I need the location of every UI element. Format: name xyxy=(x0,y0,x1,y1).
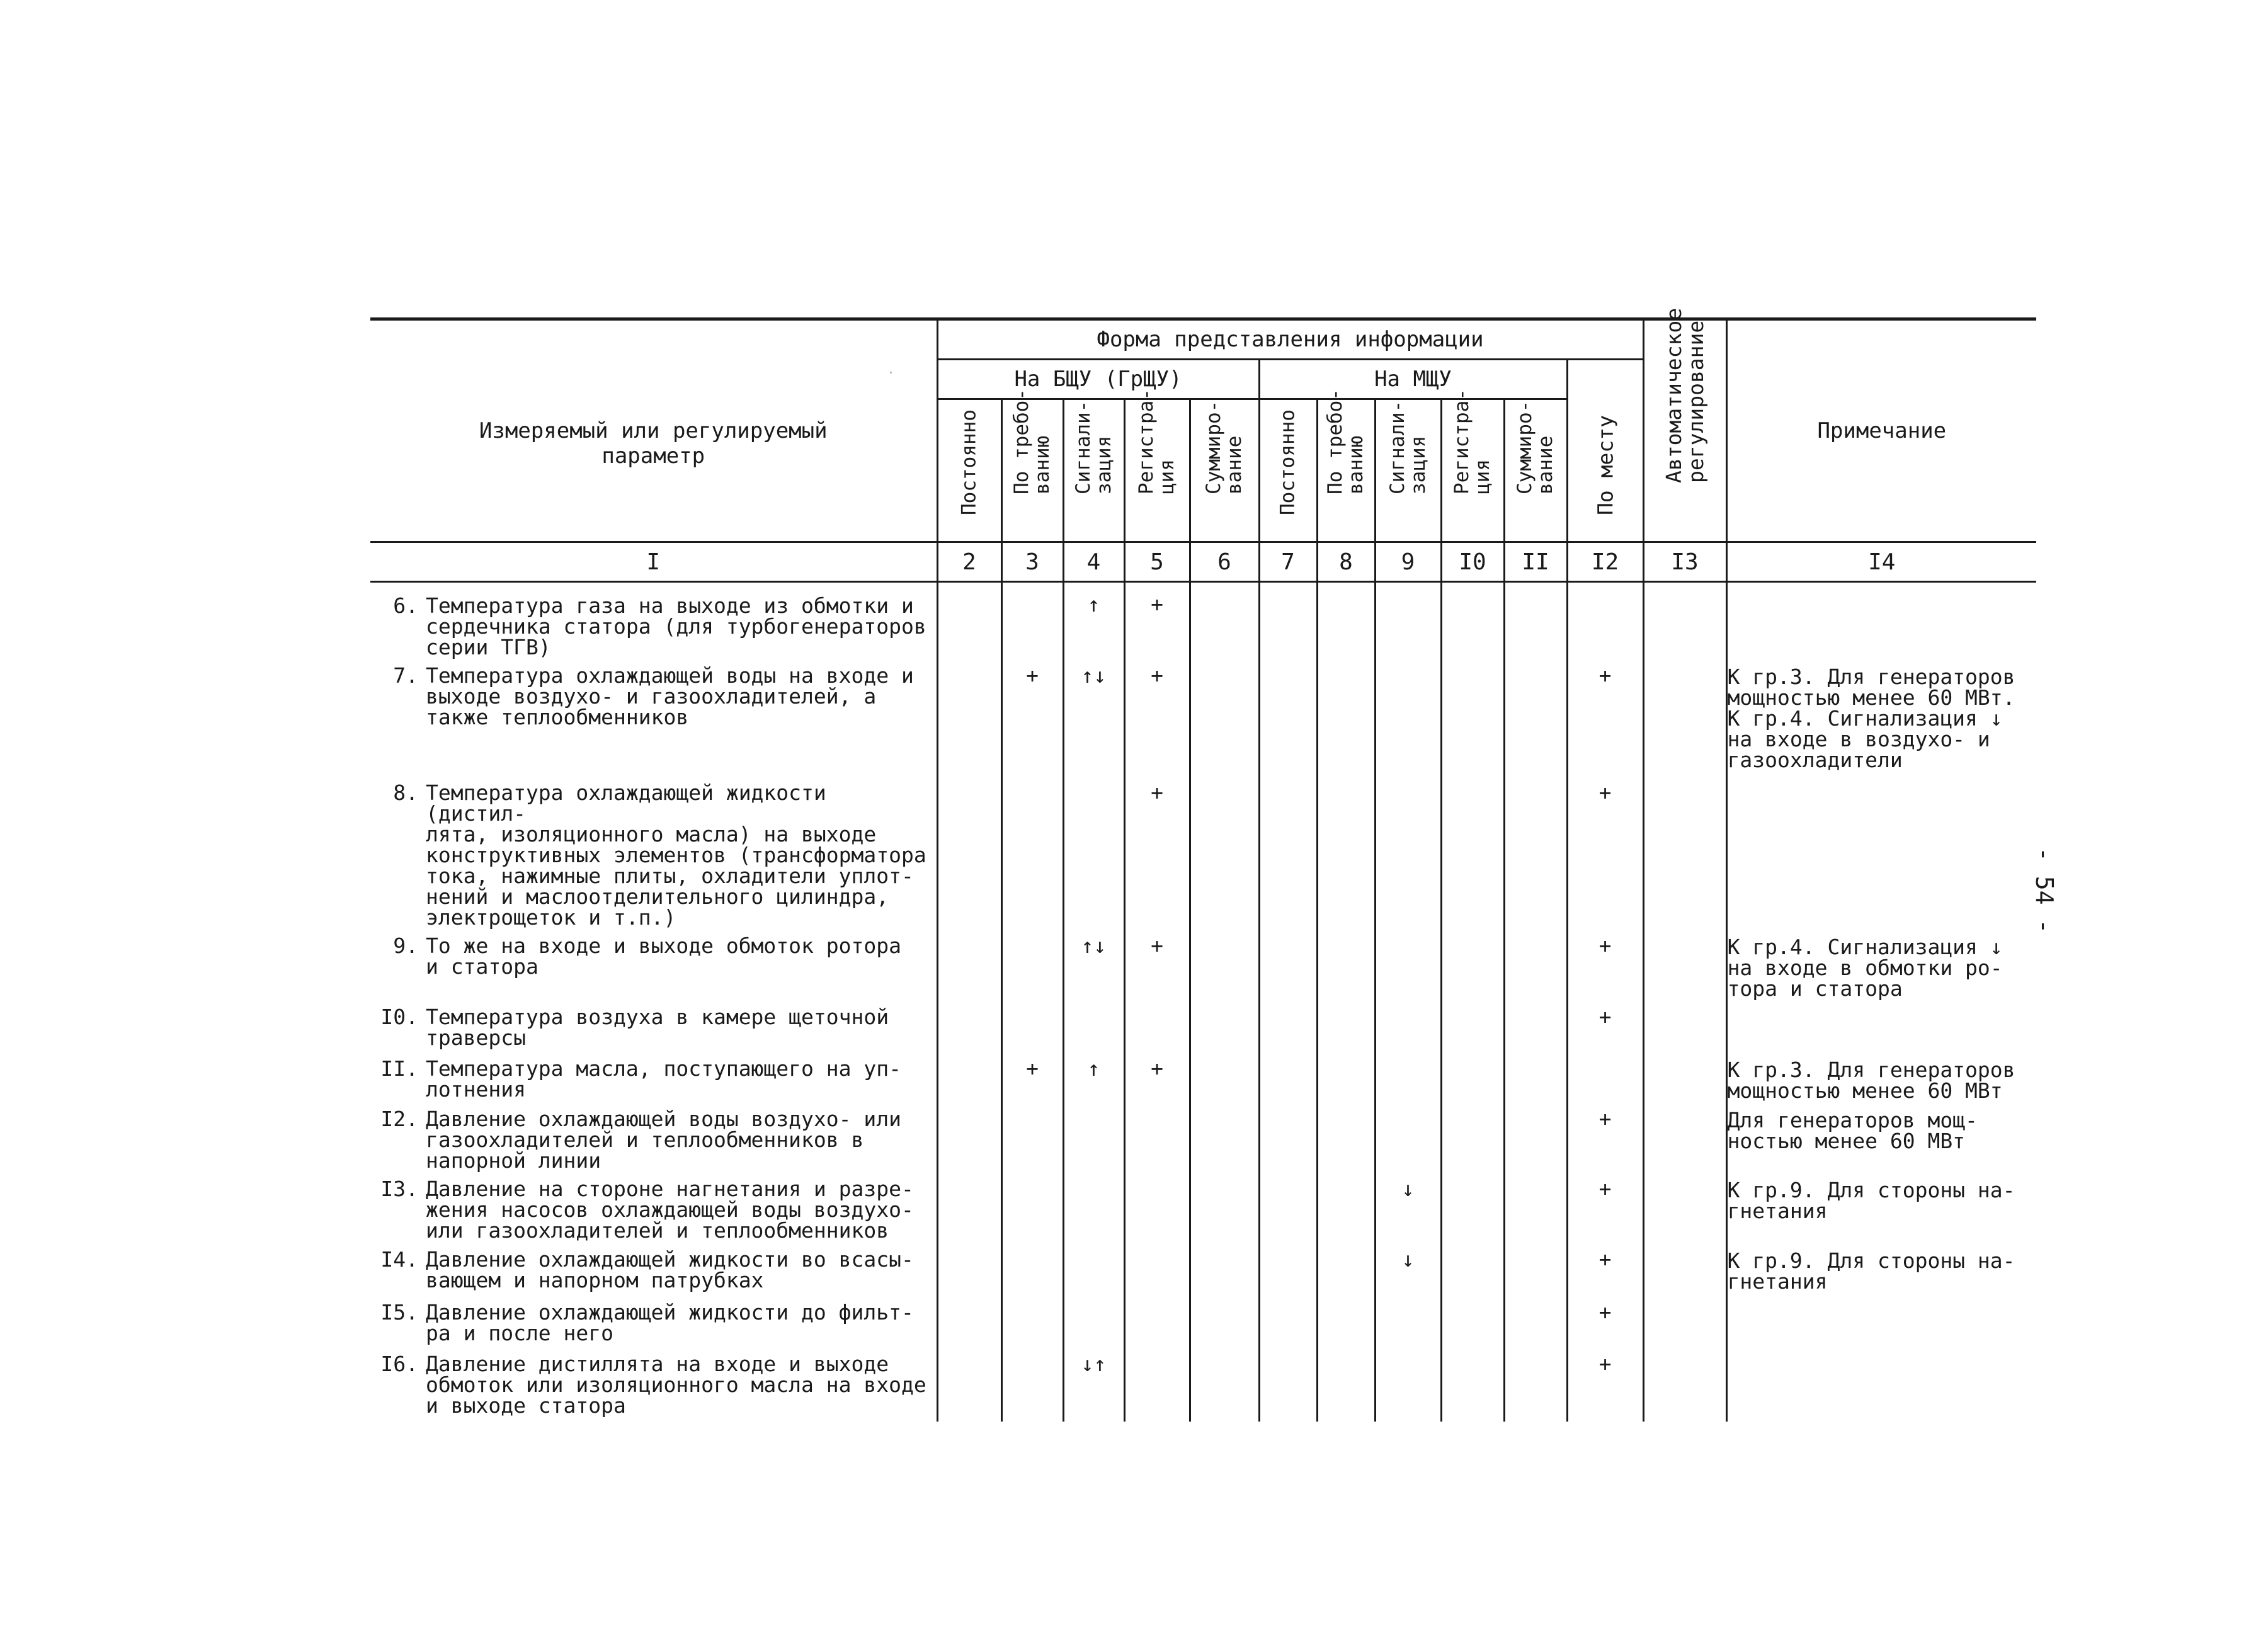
bshu-header-text: На БЩУ (ГрЩУ) xyxy=(1014,367,1182,392)
mark-cell-col-10 xyxy=(1441,928,1504,999)
mark-cell-col-4 xyxy=(1063,1294,1124,1346)
table-row xyxy=(370,928,2036,999)
col-number: 5 xyxy=(1124,542,1190,582)
param-cell xyxy=(370,1294,937,1346)
sub-col-text: Постоянно xyxy=(1276,409,1299,515)
param-text: Температура масла, поступающего на уп- лотнения xyxy=(426,1056,901,1102)
col-number: I4 xyxy=(1726,542,2036,582)
mark-cell-col-3 xyxy=(1001,1241,1063,1294)
mark-cell-col-6 xyxy=(1190,1171,1259,1241)
note-cell xyxy=(1726,1294,2036,1346)
note-header-text: Примечание xyxy=(1817,418,1947,443)
mark-cell-col-10 xyxy=(1441,1294,1504,1346)
param-cell xyxy=(370,582,937,658)
mark-cell-col-13 xyxy=(1643,928,1726,999)
table-row xyxy=(370,1294,2036,1346)
note-cell: Для генераторов мощ- ностью менее 60 МВт xyxy=(1726,1101,2036,1171)
mark-cell-col-6 xyxy=(1190,1051,1259,1101)
param-number: I6. xyxy=(380,1352,418,1376)
mark-cell-col-8 xyxy=(1317,1101,1375,1171)
param-text: То же на входе и выходе обмоток ротора и статора xyxy=(426,933,901,979)
param-cell xyxy=(370,658,937,775)
param-text: Давление дистиллята на входе и выходе обмоток или изоляционного масла на входе и выходе статора xyxy=(426,1352,926,1418)
mark-cell-col-10 xyxy=(1441,1101,1504,1171)
mark-cell-col-12: + xyxy=(1567,928,1643,999)
mark-cell-col-8 xyxy=(1317,928,1375,999)
sub-col-text: Суммиро- вание xyxy=(1202,400,1246,494)
mark-cell-col-9 xyxy=(1375,1051,1441,1101)
mark-cell-col-11 xyxy=(1504,1051,1567,1101)
sub-col-text: Регистра- ция xyxy=(1450,389,1494,494)
sub-col-text: Сигнали- зация xyxy=(1071,400,1115,494)
sub-col-signalizatsiya-mshu xyxy=(1375,399,1441,542)
mark-cell-col-13 xyxy=(1643,999,1726,1051)
mark-cell-col-8 xyxy=(1317,999,1375,1051)
mark-cell-col-2 xyxy=(937,1051,1001,1101)
param-number: I0. xyxy=(380,1005,418,1029)
col-number: I3 xyxy=(1643,542,1726,582)
mark-cell-col-13 xyxy=(1643,582,1726,658)
param-number: 9. xyxy=(393,933,418,958)
mark-cell-col-8 xyxy=(1317,1241,1375,1294)
mark-cell-col-3: + xyxy=(1001,658,1063,775)
param-entry xyxy=(370,1354,937,1416)
mark-cell-col-5: + xyxy=(1124,582,1190,658)
sub-col-text: Постоянно xyxy=(957,409,981,515)
mark-cell-col-11 xyxy=(1504,1294,1567,1346)
mark-cell-col-12: + xyxy=(1567,1241,1643,1294)
mark-cell-col-2 xyxy=(937,1241,1001,1294)
mark-cell-col-9: ↓ xyxy=(1375,1171,1441,1241)
mark-cell-col-8 xyxy=(1317,1171,1375,1241)
param-cell xyxy=(370,1051,937,1101)
mark-cell-col-4 xyxy=(1063,1101,1124,1171)
mark-cell-col-4 xyxy=(1063,775,1124,928)
param-number: I3. xyxy=(380,1177,418,1201)
mark-cell-col-3 xyxy=(1001,1346,1063,1422)
sub-col-text: По требо- ванию xyxy=(1324,389,1367,494)
mark-cell-col-6 xyxy=(1190,658,1259,775)
sub-col-po-trebovaniyu xyxy=(1001,389,1063,542)
mark-cell-col-10 xyxy=(1441,1171,1504,1241)
mark-cell-col-4: ↓↑ xyxy=(1063,1346,1124,1422)
param-entry xyxy=(370,782,937,928)
mark-cell-col-5: + xyxy=(1124,658,1190,775)
col-number: 6 xyxy=(1190,542,1259,582)
param-number: I2. xyxy=(380,1107,418,1131)
mark-cell-col-9 xyxy=(1375,999,1441,1051)
col-number: I0 xyxy=(1441,542,1504,582)
mark-cell-col-4 xyxy=(1063,1171,1124,1241)
sub-col-text: Сигнали- зация xyxy=(1386,400,1430,494)
mark-cell-col-3: + xyxy=(1001,1051,1063,1101)
col-number: 8 xyxy=(1317,542,1375,582)
param-header-text: Измеряемый или регулируемый параметр xyxy=(479,418,828,469)
note-cell xyxy=(1726,1346,2036,1422)
table-row xyxy=(370,658,2036,775)
mark-cell-col-4: ↑↓ xyxy=(1063,658,1124,775)
mark-cell-col-11 xyxy=(1504,999,1567,1051)
param-cell xyxy=(370,1171,937,1241)
param-text: Давление на стороне нагнетания и разре- жения насосов охлаждающей воды воздухо- или газоохладителей и теплообменников xyxy=(426,1177,914,1243)
mark-cell-col-8 xyxy=(1317,1346,1375,1422)
mark-cell-col-5: + xyxy=(1124,775,1190,928)
mark-cell-col-4 xyxy=(1063,1241,1124,1294)
mark-cell-col-12: + xyxy=(1567,1294,1643,1346)
column-numbers-row xyxy=(370,542,2036,582)
mark-cell-col-2 xyxy=(937,1294,1001,1346)
mark-cell-col-10 xyxy=(1441,582,1504,658)
sub-col-registratsiya xyxy=(1124,389,1190,542)
mark-cell-col-5 xyxy=(1124,1171,1190,1241)
mark-cell-col-8 xyxy=(1317,658,1375,775)
mark-cell-col-12 xyxy=(1567,582,1643,658)
col-number: I2 xyxy=(1567,542,1643,582)
param-entry xyxy=(370,1302,937,1343)
param-entry xyxy=(370,1109,937,1171)
param-cell xyxy=(370,928,937,999)
mark-cell-col-12: + xyxy=(1567,1346,1643,1422)
param-entry xyxy=(370,1058,937,1100)
mark-cell-col-6 xyxy=(1190,928,1259,999)
param-text: Давление охлаждающей воды воздухо- или газоохладителей и теплообменников в напорной линии xyxy=(426,1107,901,1173)
note-cell: К гр.3. Для генераторов мощностью менее 60 МВт xyxy=(1726,1051,2036,1101)
sub-col-postoyanno-mshu xyxy=(1259,399,1317,542)
mark-cell-col-4: ↑ xyxy=(1063,582,1124,658)
table-row xyxy=(370,999,2036,1051)
sub-col-text: Регистра- ция xyxy=(1135,389,1178,494)
mark-cell-col-5 xyxy=(1124,1346,1190,1422)
param-text: Давление охлаждающей жидкости до фильт- ра и после него xyxy=(426,1300,914,1345)
mark-cell-col-2 xyxy=(937,658,1001,775)
mark-cell-col-11 xyxy=(1504,1101,1567,1171)
mark-cell-col-2 xyxy=(937,999,1001,1051)
mark-cell-col-5: + xyxy=(1124,928,1190,999)
mark-cell-col-6 xyxy=(1190,1346,1259,1422)
param-entry xyxy=(370,595,937,658)
mark-cell-col-4: ↑ xyxy=(1063,1051,1124,1101)
mark-cell-col-7 xyxy=(1259,582,1317,658)
po-mestu-text: По месту xyxy=(1593,415,1618,515)
mark-cell-col-3 xyxy=(1001,1171,1063,1241)
mark-cell-col-7 xyxy=(1259,1294,1317,1346)
mark-cell-col-9: ↓ xyxy=(1375,1241,1441,1294)
sub-col-po-trebovaniyu-mshu xyxy=(1317,389,1375,542)
param-entry xyxy=(370,1178,937,1241)
param-number: 6. xyxy=(393,593,418,618)
form-header-text: Форма представления информации xyxy=(1097,327,1484,352)
mark-cell-col-10 xyxy=(1441,1051,1504,1101)
mark-cell-col-6 xyxy=(1190,999,1259,1051)
mark-cell-col-5 xyxy=(1124,1294,1190,1346)
mark-cell-col-7 xyxy=(1259,775,1317,928)
param-number: 8. xyxy=(393,780,418,805)
param-header xyxy=(370,319,937,542)
param-text: Температура газа на выходе из обмотки и сердечника статора (для турбогенераторов серии ТГВ) xyxy=(426,593,926,659)
sub-col-text: Суммиро- вание xyxy=(1513,400,1557,494)
sub-col-text: По требо- ванию xyxy=(1010,389,1054,494)
mark-cell-col-9 xyxy=(1375,1346,1441,1422)
mark-cell-col-2 xyxy=(937,1346,1001,1422)
mshu-header xyxy=(1259,360,1567,399)
param-cell xyxy=(370,775,937,928)
mark-cell-col-5: + xyxy=(1124,1051,1190,1101)
mark-cell-col-7 xyxy=(1259,1346,1317,1422)
mark-cell-col-12: + xyxy=(1567,999,1643,1051)
param-cell xyxy=(370,999,937,1051)
mark-cell-col-9 xyxy=(1375,928,1441,999)
table-row xyxy=(370,582,2036,658)
param-text: Температура охлаждающей воды на входе и выходе воздухо- и газоохладителей, а также теплообменников xyxy=(426,663,914,729)
note-header xyxy=(1726,319,2036,542)
param-number: I5. xyxy=(380,1300,418,1325)
mark-cell-col-4 xyxy=(1063,999,1124,1051)
sub-col-registratsiya-mshu xyxy=(1441,389,1504,542)
mark-cell-col-7 xyxy=(1259,1051,1317,1101)
mark-cell-col-11 xyxy=(1504,658,1567,775)
note-cell xyxy=(1726,775,2036,928)
po-mestu-header xyxy=(1567,360,1643,542)
mark-cell-col-9 xyxy=(1375,1294,1441,1346)
mark-cell-col-6 xyxy=(1190,1294,1259,1346)
note-cell xyxy=(1726,999,2036,1051)
mark-cell-col-11 xyxy=(1504,1171,1567,1241)
col-number: 4 xyxy=(1063,542,1124,582)
mark-cell-col-6 xyxy=(1190,1101,1259,1171)
col-number: 7 xyxy=(1259,542,1317,582)
mark-cell-col-13 xyxy=(1643,1346,1726,1422)
param-number: II. xyxy=(380,1056,418,1081)
mark-cell-col-3 xyxy=(1001,775,1063,928)
mark-cell-col-9 xyxy=(1375,658,1441,775)
note-cell: К гр.4. Сигнализация ↓ на входе в обмотки ро- тора и статора xyxy=(1726,928,2036,999)
mark-cell-col-3 xyxy=(1001,582,1063,658)
mark-cell-col-4: ↑↓ xyxy=(1063,928,1124,999)
mark-cell-col-10 xyxy=(1441,999,1504,1051)
mark-cell-col-7 xyxy=(1259,1241,1317,1294)
mark-cell-col-12 xyxy=(1567,1051,1643,1101)
mark-cell-col-6 xyxy=(1190,582,1259,658)
col-number: I xyxy=(370,542,937,582)
page-number: - 54 - xyxy=(2031,847,2058,934)
sub-col-postoyanno xyxy=(937,399,1001,542)
mark-cell-col-9 xyxy=(1375,775,1441,928)
param-entry xyxy=(370,1249,937,1291)
form-header xyxy=(937,319,1643,360)
col-number: II xyxy=(1504,542,1567,582)
mark-cell-col-3 xyxy=(1001,928,1063,999)
mark-cell-col-11 xyxy=(1504,1346,1567,1422)
mark-cell-col-13 xyxy=(1643,775,1726,928)
mark-cell-col-11 xyxy=(1504,775,1567,928)
param-text: Давление охлаждающей жидкости во всасы- вающем и напорном патрубках xyxy=(426,1247,914,1292)
bshu-header xyxy=(937,360,1259,399)
sub-col-summirovanie xyxy=(1190,399,1259,542)
mark-cell-col-13 xyxy=(1643,1241,1726,1294)
mark-cell-col-2 xyxy=(937,775,1001,928)
mark-cell-col-7 xyxy=(1259,658,1317,775)
col-number: 2 xyxy=(937,542,1001,582)
mark-cell-col-13 xyxy=(1643,658,1726,775)
param-text: Температура охлаждающей жидкости (дистил- лята, изоляционного масла) на выходе конструктивных элементов (трансформатора тока, нажимные плиты, охладители уплот- нений и маслоотделительного цилиндра, электрощеток и т.п.) xyxy=(426,780,926,930)
mark-cell-col-10 xyxy=(1441,775,1504,928)
auto-reg-header xyxy=(1643,307,1726,542)
mark-cell-col-7 xyxy=(1259,1101,1317,1171)
mark-cell-col-6 xyxy=(1190,775,1259,928)
mark-cell-col-7 xyxy=(1259,928,1317,999)
mark-cell-col-10 xyxy=(1441,1241,1504,1294)
param-number: I4. xyxy=(380,1247,418,1272)
mark-cell-col-2 xyxy=(937,582,1001,658)
mark-cell-col-10 xyxy=(1441,1346,1504,1422)
param-cell xyxy=(370,1346,937,1422)
mark-cell-col-9 xyxy=(1375,582,1441,658)
mark-cell-col-13 xyxy=(1643,1294,1726,1346)
mark-cell-col-5 xyxy=(1124,1241,1190,1294)
note-cell: К гр.9. Для стороны на- гнетания xyxy=(1726,1171,2036,1241)
mark-cell-col-9 xyxy=(1375,1101,1441,1171)
table-row xyxy=(370,1051,2036,1101)
mark-cell-col-7 xyxy=(1259,1171,1317,1241)
mark-cell-col-2 xyxy=(937,928,1001,999)
note-cell xyxy=(1726,582,2036,658)
param-number: 7. xyxy=(393,663,418,688)
mark-cell-col-13 xyxy=(1643,1051,1726,1101)
mark-cell-col-5 xyxy=(1124,999,1190,1051)
table-row xyxy=(370,1346,2036,1422)
param-cell xyxy=(370,1101,937,1171)
mark-cell-col-8 xyxy=(1317,775,1375,928)
mark-cell-col-2 xyxy=(937,1101,1001,1171)
mark-cell-col-10 xyxy=(1441,658,1504,775)
mark-cell-col-11 xyxy=(1504,1241,1567,1294)
mshu-header-text: На МЩУ xyxy=(1374,367,1452,392)
mark-cell-col-12: + xyxy=(1567,658,1643,775)
sub-col-signalizatsiya xyxy=(1063,399,1124,542)
mark-cell-col-6 xyxy=(1190,1241,1259,1294)
col-number: 3 xyxy=(1001,542,1063,582)
mark-cell-col-8 xyxy=(1317,1051,1375,1101)
param-entry xyxy=(370,935,937,977)
mark-cell-col-7 xyxy=(1259,999,1317,1051)
parameters-table xyxy=(370,307,2036,1422)
mark-cell-col-3 xyxy=(1001,1294,1063,1346)
sub-col-summirovanie-mshu xyxy=(1504,399,1567,542)
mark-cell-col-5 xyxy=(1124,1101,1190,1171)
param-text: Температура воздуха в камере щеточной траверсы xyxy=(426,1005,889,1050)
note-cell: К гр.9. Для стороны на- гнетания xyxy=(1726,1241,2036,1294)
auto-reg-header-text: Автоматическое регулирование xyxy=(1661,307,1709,483)
mark-cell-col-11 xyxy=(1504,928,1567,999)
col-number: 9 xyxy=(1375,542,1441,582)
table-row xyxy=(370,1171,2036,1241)
mark-cell-col-3 xyxy=(1001,1101,1063,1171)
table-row xyxy=(370,1241,2036,1294)
mark-cell-col-8 xyxy=(1317,1294,1375,1346)
table-row xyxy=(370,775,2036,928)
mark-cell-col-3 xyxy=(1001,999,1063,1051)
mark-cell-col-2 xyxy=(937,1171,1001,1241)
mark-cell-col-12: + xyxy=(1567,1171,1643,1241)
param-cell xyxy=(370,1241,937,1294)
param-entry xyxy=(370,1006,937,1048)
table-row xyxy=(370,1101,2036,1171)
mark-cell-col-12: + xyxy=(1567,1101,1643,1171)
param-entry xyxy=(370,665,937,727)
mark-cell-col-11 xyxy=(1504,582,1567,658)
mark-cell-col-8 xyxy=(1317,582,1375,658)
mark-cell-col-13 xyxy=(1643,1171,1726,1241)
mark-cell-col-13 xyxy=(1643,1101,1726,1171)
note-cell: К гр.3. Для генераторов мощностью менее 60 МВт. К гр.4. Сигнализация ↓ на входе в воздухо- и газоохладители xyxy=(1726,658,2036,775)
mark-cell-col-12: + xyxy=(1567,775,1643,928)
